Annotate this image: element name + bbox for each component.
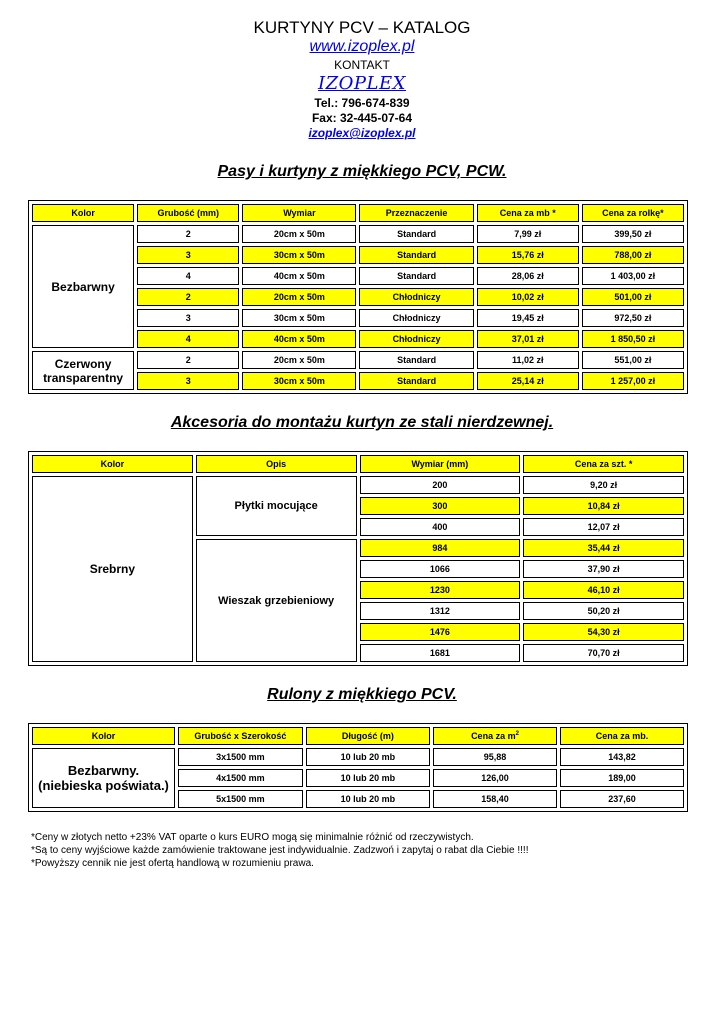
table-cell: 37,01 zł bbox=[477, 330, 579, 348]
table-header-row bbox=[32, 727, 684, 745]
table-cell: 15,76 zł bbox=[477, 246, 579, 264]
color-group-cell: Srebrny bbox=[32, 476, 193, 662]
table-cell: 7,99 zł bbox=[477, 225, 579, 243]
table-cell: 158,40 bbox=[433, 790, 557, 808]
table-cell: 2 bbox=[137, 288, 239, 306]
table-cell: 1 257,00 zł bbox=[582, 372, 684, 390]
table-cell: 2 bbox=[137, 225, 239, 243]
table-cell: Standard bbox=[359, 372, 473, 390]
catalog-title: KURTYNY PCV – KATALOG bbox=[253, 18, 471, 37]
table-cell: 70,70 zł bbox=[523, 644, 684, 662]
table-cell: 46,10 zł bbox=[523, 581, 684, 599]
table-cell: 10,84 zł bbox=[523, 497, 684, 515]
table-cell: 10 lub 20 mb bbox=[306, 748, 430, 766]
section-title-curtains: Pasy i kurtyny z miękkiego PCV, PCW. bbox=[217, 163, 507, 180]
table-cell: 12,07 zł bbox=[523, 518, 684, 536]
table-cell: 95,88 bbox=[433, 748, 557, 766]
section-title-accessories: Akcesoria do montażu kurtyn ze stali nierdzewnej. bbox=[170, 414, 554, 431]
table-cell: 399,50 zł bbox=[582, 225, 684, 243]
header-cell: Kolor bbox=[32, 455, 193, 473]
table-cell: 501,00 zł bbox=[582, 288, 684, 306]
table-cell: 1 850,50 zł bbox=[582, 330, 684, 348]
table-row bbox=[32, 748, 684, 766]
table-cell: Standard bbox=[359, 225, 473, 243]
table-cell: Standard bbox=[359, 351, 473, 369]
phone-number: Tel.: 796-674-839 bbox=[314, 96, 410, 110]
header-cell: Cena za szt. * bbox=[523, 455, 684, 473]
brand-logo-text[interactable]: IZOPLEX bbox=[318, 73, 406, 94]
table-cell: 4 bbox=[137, 267, 239, 285]
table-cell: Chłodniczy bbox=[359, 288, 473, 306]
table-cell: 40cm x 50m bbox=[242, 267, 356, 285]
table-cell: Standard bbox=[359, 246, 473, 264]
table-cell: 10 lub 20 mb bbox=[306, 769, 430, 787]
table-cell: 126,00 bbox=[433, 769, 557, 787]
table-cell: 11,02 zł bbox=[477, 351, 579, 369]
table-cell: 37,90 zł bbox=[523, 560, 684, 578]
header-cell-text: Cena za m bbox=[471, 731, 516, 741]
table-cell: 551,00 zł bbox=[582, 351, 684, 369]
table-cell: 54,30 zł bbox=[523, 623, 684, 641]
table-cell: 3x1500 mm bbox=[178, 748, 303, 766]
color-line: Bezbarwny. bbox=[67, 763, 140, 778]
table-header-row bbox=[32, 204, 684, 222]
header-cell: Długość (m) bbox=[306, 727, 430, 745]
accessories-price-table bbox=[28, 451, 688, 666]
table-cell: 1312 bbox=[360, 602, 521, 620]
header-cell: Kolor bbox=[32, 727, 175, 745]
table-cell: 1476 bbox=[360, 623, 521, 641]
table-row bbox=[32, 351, 684, 369]
section-title-rolls: Rulony z miękkiego PCV. bbox=[267, 686, 457, 703]
footnote: *Powyższy cennik nie jest ofertą handlową w rozumieniu prawa. bbox=[31, 858, 314, 869]
table-cell: 972,50 zł bbox=[582, 309, 684, 327]
website-link[interactable]: www.izoplex.pl bbox=[309, 38, 415, 55]
fax-number: Fax: 32-445-07-64 bbox=[311, 111, 413, 125]
header-cell: Grubość (mm) bbox=[137, 204, 239, 222]
email-link[interactable]: izoplex@izoplex.pl bbox=[308, 126, 416, 140]
table-cell: 1 403,00 zł bbox=[582, 267, 684, 285]
table-cell: 3 bbox=[137, 309, 239, 327]
table-cell: 9,20 zł bbox=[523, 476, 684, 494]
header-cell: Wymiar (mm) bbox=[360, 455, 521, 473]
header-cell bbox=[433, 727, 557, 745]
header-cell: Grubość x Szerokość bbox=[178, 727, 303, 745]
table-cell: 30cm x 50m bbox=[242, 372, 356, 390]
contact-label: KONTAKT bbox=[334, 58, 390, 72]
table-cell: 3 bbox=[137, 246, 239, 264]
table-cell: 30cm x 50m bbox=[242, 246, 356, 264]
table-cell: 237,60 bbox=[560, 790, 684, 808]
description-cell: Płytki mocujące bbox=[196, 476, 357, 536]
header-cell: Cena za mb. bbox=[560, 727, 684, 745]
table-row bbox=[32, 476, 684, 494]
description-cell: Wieszak grzebieniowy bbox=[196, 539, 357, 662]
table-cell: 10 lub 20 mb bbox=[306, 790, 430, 808]
table-cell: 35,44 zł bbox=[523, 539, 684, 557]
color-group-cell: Czerwony transparentny bbox=[32, 351, 134, 390]
table-cell: 5x1500 mm bbox=[178, 790, 303, 808]
table-cell: Standard bbox=[359, 267, 473, 285]
table-cell: 20cm x 50m bbox=[242, 225, 356, 243]
table-cell: 1230 bbox=[360, 581, 521, 599]
rolls-price-table bbox=[28, 723, 688, 812]
header-cell: Cena za rolkę* bbox=[582, 204, 684, 222]
table-cell: Chłodniczy bbox=[359, 309, 473, 327]
header-cell: Opis bbox=[196, 455, 357, 473]
table-cell: 25,14 zł bbox=[477, 372, 579, 390]
table-cell: 2 bbox=[137, 351, 239, 369]
curtains-price-table bbox=[28, 200, 688, 394]
header-cell: Wymiar bbox=[242, 204, 356, 222]
superscript: 2 bbox=[515, 731, 519, 737]
table-cell: 4 bbox=[137, 330, 239, 348]
table-cell: 1066 bbox=[360, 560, 521, 578]
table-cell: 28,06 zł bbox=[477, 267, 579, 285]
table-cell: 4x1500 mm bbox=[178, 769, 303, 787]
table-cell: 984 bbox=[360, 539, 521, 557]
table-cell: 50,20 zł bbox=[523, 602, 684, 620]
table-cell: 143,82 bbox=[560, 748, 684, 766]
table-cell: 20cm x 50m bbox=[242, 351, 356, 369]
table-cell: 400 bbox=[360, 518, 521, 536]
table-cell: 30cm x 50m bbox=[242, 309, 356, 327]
table-cell: 40cm x 50m bbox=[242, 330, 356, 348]
table-header-row bbox=[32, 455, 684, 473]
color-line: (niebieska poświata.) bbox=[38, 778, 169, 793]
footnote: *Ceny w złotych netto +23% VAT oparte o kurs EURO mogą się minimalnie różnić od rzeczywistych. bbox=[31, 832, 474, 843]
color-group-cell bbox=[32, 748, 175, 808]
table-cell: 300 bbox=[360, 497, 521, 515]
table-cell: 189,00 bbox=[560, 769, 684, 787]
table-cell: 200 bbox=[360, 476, 521, 494]
footnotes bbox=[31, 831, 528, 870]
table-cell: 3 bbox=[137, 372, 239, 390]
table-cell: 20cm x 50m bbox=[242, 288, 356, 306]
table-cell: 788,00 zł bbox=[582, 246, 684, 264]
table-cell: 19,45 zł bbox=[477, 309, 579, 327]
table-row bbox=[32, 225, 684, 243]
header-cell: Przeznaczenie bbox=[359, 204, 473, 222]
table-cell: Chłodniczy bbox=[359, 330, 473, 348]
footnote: *Są to ceny wyjściowe każde zamówienie traktowane jest indywidualnie. Zadzwoń i zapytaj o rabat dla Ciebie !!!! bbox=[31, 845, 529, 856]
header-cell: Kolor bbox=[32, 204, 134, 222]
table-cell: 1681 bbox=[360, 644, 521, 662]
color-group-cell: Bezbarwny bbox=[32, 225, 134, 348]
header-cell: Cena za mb * bbox=[477, 204, 579, 222]
table-cell: 10,02 zł bbox=[477, 288, 579, 306]
